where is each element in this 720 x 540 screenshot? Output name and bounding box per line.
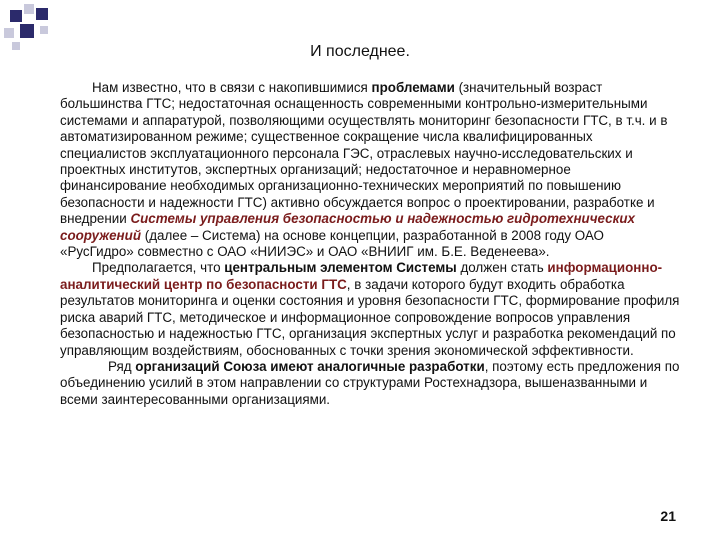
slide-body (60, 80, 680, 408)
text-run: Нам известно, что в связи с накопившимися (92, 80, 372, 95)
deco-square (40, 26, 48, 34)
text-run: (значительный возраст большинства ГТС; недостаточная оснащенность современными контрольно-измерительными системами и аппаратурой, позволяющими осуществлять мониторинг безопасности ГТС, в т.ч. и в автоматизированном режиме; существенное сокращение числа квалифицированных специалистов эксплуатационного персонала ГЭС, отраслевых научно-исследовательских и проектных институтов, экспертных организаций; недостаточное и неравномерное финансирование необходимых организационно-технических мероприятий по повышению безопасности и надежности ГТС) активно обсуждается вопрос о проектировании, разработке и внедрении (60, 80, 668, 227)
bold-term: проблемами (371, 80, 455, 95)
text-run: Предполагается, что (92, 260, 225, 276)
page-number: 21 (660, 508, 676, 524)
bold-term: центральным элементом Системы (224, 260, 457, 276)
text-run: , поэтому есть предложения по объединению усилий в этом направлении со структурами Ростехнадзора, вышеназванными и всеми заинтересованными организациями. (60, 358, 680, 407)
center-name-emphasis: информационно- аналитический центр по безопасности ГТС (60, 260, 663, 292)
deco-square (4, 28, 14, 38)
bold-term: организаций Союза имеют аналогичные разработки (135, 358, 485, 374)
deco-square (36, 8, 48, 20)
text-run: должен стать (456, 260, 548, 276)
text-run: Ряд (108, 358, 136, 374)
deco-square (20, 24, 34, 38)
text-run: (далее – Система) на основе концепции, разработанной в 2008 году ОАО «РусГидро» совместно с ОАО «НИИЭС» и ОАО «ВНИИГ им. Б.Е. Веденеева». (60, 227, 604, 260)
paragraph-3 (60, 359, 680, 408)
paragraph-1 (60, 80, 680, 260)
system-name-emphasis: Системы управления безопасностью и надежностью гидротехнических сооружений (60, 211, 635, 243)
paragraph-2 (60, 260, 680, 358)
text-run: , в задачи которого будут входить обработка результатов мониторинга и оценки состояния и уровня безопасности ГТС, формирование профиля риска аварий ГТС, методическое и информационное сопровождение вопросов управления безопасностью и надежностью ГТС, организация экспертных услуг и разработка рекомендаций по управляющим воздействиям, обоснованных с точки зрения экономической эффективности. (60, 276, 680, 358)
slide-title: И последнее. (310, 43, 410, 60)
deco-square (24, 4, 34, 14)
deco-square (10, 10, 22, 22)
